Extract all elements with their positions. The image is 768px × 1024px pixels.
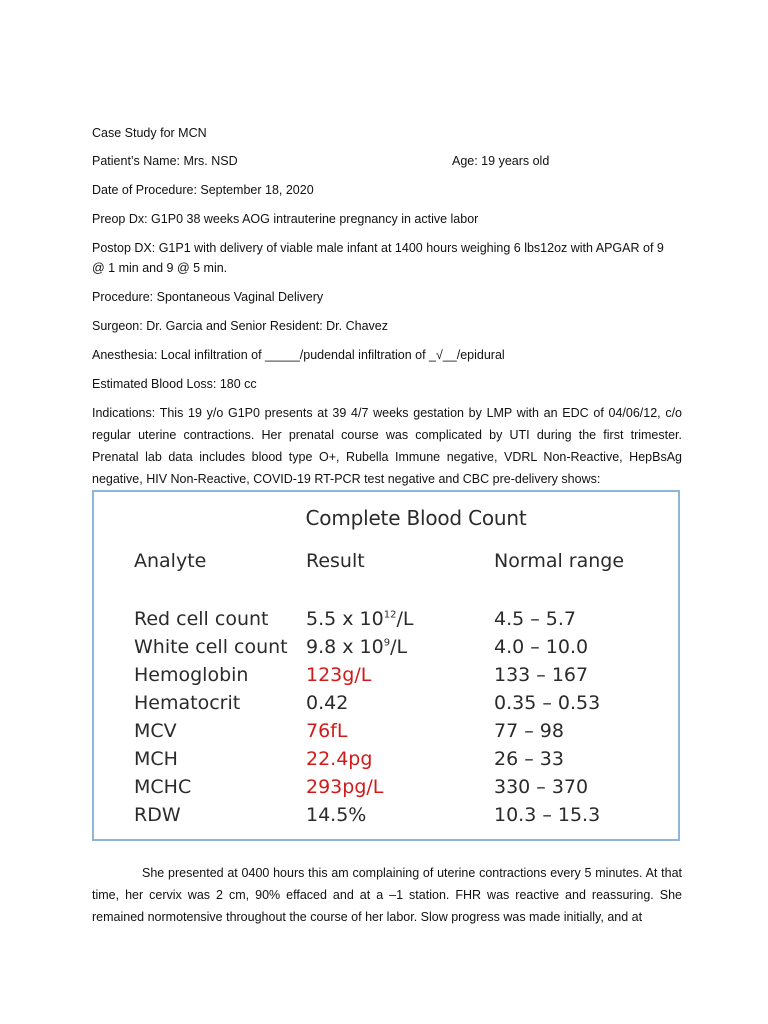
patient-name-row xyxy=(92,150,682,172)
cbc-result-value: 14.5% xyxy=(306,804,367,826)
cbc-result xyxy=(306,776,383,798)
cbc-result-value: 293pg/L xyxy=(306,776,384,798)
narrative-paragraph: She presented at 0400 hours this am complaining of uterine contractions every 5 minutes. At that time, her cervix was 2 cm, 90% effaced and at a –1 station. FHR was reactive and reassuring. She remained normotensive throughout the course of her labor. Slow progress was made initially, and at xyxy=(92,866,682,924)
surgeon: Surgeon: Dr. Garcia and Senior Resident: Dr. Chavez xyxy=(92,319,388,333)
cbc-row xyxy=(94,636,678,664)
cbc-analyte: Red cell count xyxy=(134,608,269,630)
cbc-result xyxy=(306,636,407,658)
cbc-normal-range: 77 – 98 xyxy=(494,720,564,742)
cbc-row xyxy=(94,748,678,776)
cbc-result xyxy=(306,692,348,714)
preop-diagnosis: Preop Dx: G1P0 38 weeks AOG intrauterine pregnancy in active labor xyxy=(92,212,479,226)
cbc-result-unit: /L xyxy=(390,636,408,658)
cbc-result xyxy=(306,720,347,742)
cbc-result-exponent: 12 xyxy=(383,609,397,621)
cbc-result-exponent: 9 xyxy=(383,637,391,649)
anesthesia: Anesthesia: Local infiltration of _____/pudendal infiltration of _√__/epidural xyxy=(92,348,505,362)
cbc-analyte: RDW xyxy=(134,804,181,826)
cbc-analyte: Hemoglobin xyxy=(134,664,249,686)
cbc-result-value: 123g/L xyxy=(306,664,372,686)
cbc-result-unit: /L xyxy=(396,608,414,630)
cbc-result-value: 0.42 xyxy=(306,692,349,714)
cbc-table-image xyxy=(92,490,680,841)
cbc-result-value: 22.4pg xyxy=(306,748,373,770)
indications-paragraph: Indications: This 19 y/o G1P0 presents at 39 4/7 weeks gestation by LMP with an EDC of 04/06/12, c/o regular uterine contractions. Her prenatal course was complicated by UTI during the first trimester. Prenatal lab data includes blood type O+, Rubella Immune negative, VDRL Non-Reactive, HepBsAg negative, HIV Non-Reactive, COVID-19 RT-PCR test negative and CBC pre-delivery shows: xyxy=(92,406,682,486)
cbc-result xyxy=(306,608,413,630)
cbc-result-value: 9.8 x 10 xyxy=(306,636,384,658)
case-study-title: Case Study for MCN xyxy=(92,126,207,140)
header-analyte: Analyte xyxy=(134,550,207,572)
estimated-blood-loss: Estimated Blood Loss: 180 cc xyxy=(92,377,257,391)
cbc-row xyxy=(94,664,678,692)
cbc-result-value: 5.5 x 10 xyxy=(306,608,384,630)
postop-diagnosis-line-1: Postop DX: G1P1 with delivery of viable male infant at 1400 hours weighing 6 lbs12oz with APGAR of 9 xyxy=(92,241,664,255)
cbc-analyte: MCV xyxy=(134,720,177,742)
cbc-normal-range: 330 – 370 xyxy=(494,776,589,798)
cbc-title: Complete Blood Count xyxy=(305,506,527,530)
cbc-row xyxy=(94,776,678,804)
cbc-row xyxy=(94,720,678,748)
header-normal-range: Normal range xyxy=(494,550,625,572)
cbc-normal-range: 4.0 – 10.0 xyxy=(494,636,589,658)
cbc-analyte: White cell count xyxy=(134,636,288,658)
cbc-analyte: Hematocrit xyxy=(134,692,241,714)
cbc-result xyxy=(306,748,372,770)
cbc-row xyxy=(94,608,678,636)
cbc-result xyxy=(306,664,371,686)
postop-diagnosis-line-2: @ 1 min and 9 @ 5 min. xyxy=(92,261,228,275)
procedure-date: Date of Procedure: September 18, 2020 xyxy=(92,183,314,197)
cbc-analyte: MCHC xyxy=(134,776,192,798)
cbc-result xyxy=(306,804,366,826)
cbc-normal-range: 4.5 – 5.7 xyxy=(494,608,577,630)
cbc-analyte: MCH xyxy=(134,748,178,770)
cbc-row xyxy=(94,692,678,720)
patient-name: Patient’s Name: Mrs. NSD xyxy=(92,154,238,168)
cbc-normal-range: 26 – 33 xyxy=(494,748,564,770)
cbc-result-value: 76fL xyxy=(306,720,348,742)
header-result: Result xyxy=(306,550,365,572)
patient-age: Age: 19 years old xyxy=(452,154,550,168)
cbc-normal-range: 0.35 – 0.53 xyxy=(494,692,601,714)
cbc-row xyxy=(94,804,678,832)
procedure: Procedure: Spontaneous Vaginal Delivery xyxy=(92,290,324,304)
cbc-normal-range: 133 – 167 xyxy=(494,664,589,686)
cbc-normal-range: 10.3 – 15.3 xyxy=(494,804,601,826)
